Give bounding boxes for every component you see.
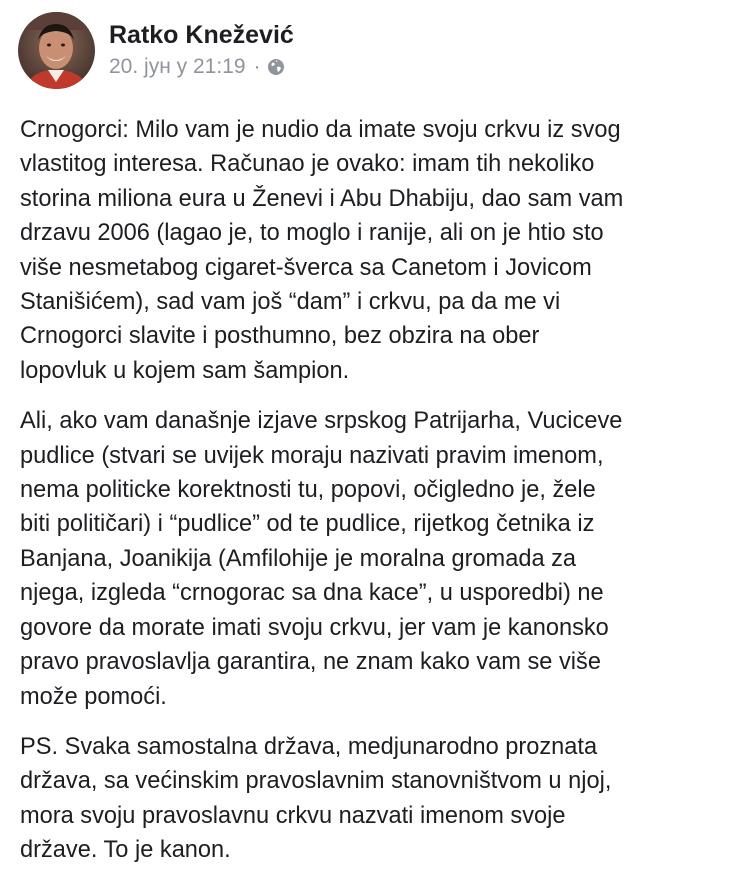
post-paragraph-1: Crnogorci: Milo vam je nudio da imate svoju crkvu iz svog vlastitog interesa. Računao je ovako: imam tih nekoliko storina miliona eura u Ženevi i Abu Dhabiju, dao sam vam drzavu 2006 (lagao je, to moglo i ranije, ali on je htio sto više nesmetabog cigaret-šverca sa Canetom i Jovicom Stanišićem), sad vam još “dam” i crkvu, pa da me vi Crnogorci slavite i posthumno, bez obzira na ober lopovluk u kojem sam šampion. xyxy=(20,117,624,384)
globe-icon[interactable] xyxy=(267,58,285,76)
author-name[interactable]: Ratko Knežević xyxy=(109,21,294,49)
post-paragraph-2: Ali, ako vam današnje izjave srpskog Patrijarha, Vuciceve pudlice (stvari se uvijek moraju nazivati pravim imenom, nema politicke korektnosti tu, popovi, očigledno je, žele biti političari) i “pudlice” od te pudlice, rijetkog četnika iz Banjana, Joanikija (Amfilohije je moralna gromada za njega, izgleda “crnogorac sa dna kace”, u usporedbi) ne govore da morate imati svoju crkvu, jer vam je kanonsko pravo pravoslavlja garantira, ne znam kako vam se više može pomoći. xyxy=(20,408,623,710)
post-meta xyxy=(109,20,294,80)
post-subline xyxy=(109,54,294,80)
post-timestamp[interactable]: 20. јун у 21:19 xyxy=(109,55,246,78)
post-header xyxy=(18,10,294,90)
post-body xyxy=(20,113,732,884)
post-paragraph-3: PS. Svaka samostalna država, medjunarodno proznata država, sa većinskim pravoslavnim stanovništvom u njoj, mora svoju pravoslavnu crkvu nazvati imenom svoje države. To je kanon. xyxy=(20,733,612,864)
meta-separator: · xyxy=(253,55,261,78)
avatar-photo xyxy=(18,12,95,89)
avatar[interactable] xyxy=(18,12,95,89)
